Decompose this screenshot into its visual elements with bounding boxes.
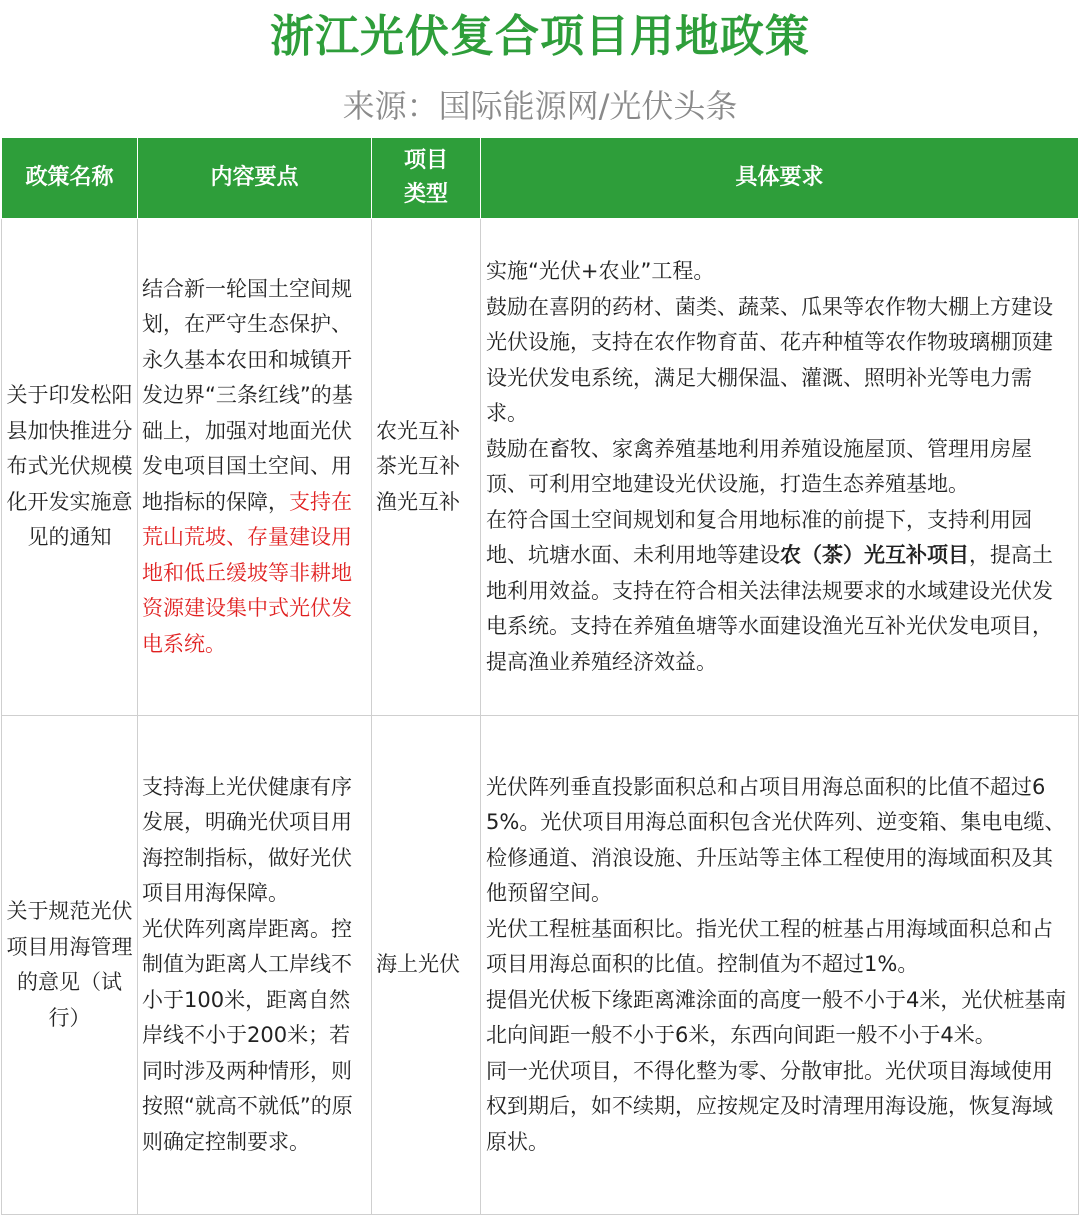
table-header-row	[2, 138, 1079, 219]
project-type-agri: 农光互补	[376, 418, 460, 443]
content-points-text: 结合新一轮国土空间规划，在严守生态保护、永久基本农田和城镇开发边界“三条红线”的基础上，加强对地面光伏发电项目国土空间、用地指标的保障，	[142, 276, 353, 514]
header-requirements: 具体要求	[481, 138, 1079, 219]
requirements-cell	[481, 219, 1079, 716]
requirement-bold-text: 农（茶）光互补项目	[780, 543, 969, 567]
header-project-type	[372, 138, 481, 219]
project-type-cell: 海上光伏	[372, 716, 481, 1215]
content-points-highlight: 支持在荒山荒坡、存量建设用地和低丘缓坡等非耕地资源建设集中式光伏发电系统。	[142, 489, 352, 656]
header-content-points: 内容要点	[138, 138, 372, 219]
requirements-cell	[481, 716, 1079, 1215]
content-points-cell	[138, 219, 372, 716]
page-title: 浙江光伏复合项目用地政策	[270, 11, 810, 62]
project-type-fishery: 渔光互补	[376, 489, 460, 514]
requirement-paragraph: 同一光伏项目，不得化整为零、分散审批。光伏项目海域使用权到期后，如不续期，应按规定及时清理用海设施，恢复海域原状。	[486, 1058, 1053, 1154]
table-row	[2, 219, 1079, 716]
content-points-paragraph: 光伏阵列离岸距离。控制值为距离人工岸线不小于100米，距离自然岸线不小于200米；若同时涉及两种情形，则按照“就高不就低”的原则确定控制要求。	[142, 916, 353, 1154]
requirement-paragraph	[486, 503, 1073, 681]
requirement-paragraph: 实施“光伏+农业”工程。	[486, 259, 715, 283]
header-policy-name: 政策名称	[2, 138, 138, 219]
project-type-cell	[372, 219, 481, 716]
requirement-paragraph: 提倡光伏板下缘距离滩涂面的高度一般不小于4米，光伏桩基南北向间距一般不小于6米，东西向间距一般不小于4米。	[486, 987, 1067, 1048]
content-points-paragraph: 支持海上光伏健康有序发展，明确光伏项目用海控制指标，做好光伏项目用海保障。	[142, 774, 352, 906]
project-type-tea: 茶光互补	[376, 454, 460, 479]
requirement-text: 在符合国土空间规划和复合用地标准的前提下，支持利用园地、坑塘水面、未利用地等建设	[486, 507, 1032, 567]
table-row	[2, 716, 1079, 1215]
policy-name-cell: 关于印发松阳县加快推进分布式光伏规模化开发实施意见的通知	[2, 219, 138, 716]
requirement-text: ，提高土地利用效益。支持在符合相关法律法规要求的水域建设光伏发电系统。支持在养殖鱼塘等水面建设渔光互补光伏发电项目，提高渔业养殖经济效益。	[486, 543, 1053, 674]
source-line: 来源：国际能源网/光伏头条	[342, 87, 738, 125]
requirement-paragraph: 鼓励在喜阴的药材、菌类、蔬菜、瓜果等农作物大棚上方建设光伏设施，支持在农作物育苗、花卉种植等农作物玻璃棚顶建设光伏发电系统，满足大棚保温、灌溉、照明补光等电力需求。	[486, 294, 1053, 425]
policy-name-cell: 关于规范光伏项目用海管理的意见（试行）	[2, 716, 138, 1215]
policy-table	[1, 137, 1079, 1215]
header-project-type-line2: 类型	[403, 182, 448, 207]
requirement-paragraph: 光伏阵列垂直投影面积总和占项目用海总面积的比值不超过65%。光伏项目用海总面积包含光伏阵列、逆变箱、集电电缆、检修通道、消浪设施、升压站等主体工程使用的海域面积及其他预留空间。	[486, 774, 1066, 906]
requirement-paragraph: 鼓励在畜牧、家禽养殖基地利用养殖设施屋顶、管理用房屋顶、可利用空地建设光伏设施，打造生态养殖基地。	[486, 436, 1032, 496]
content-points-cell	[138, 716, 372, 1215]
requirement-paragraph: 光伏工程桩基面积比。指光伏工程的桩基占用海域面积总和占项目用海总面积的比值。控制值为不超过1%。	[486, 916, 1053, 977]
header-project-type-line1: 项目	[403, 148, 448, 173]
